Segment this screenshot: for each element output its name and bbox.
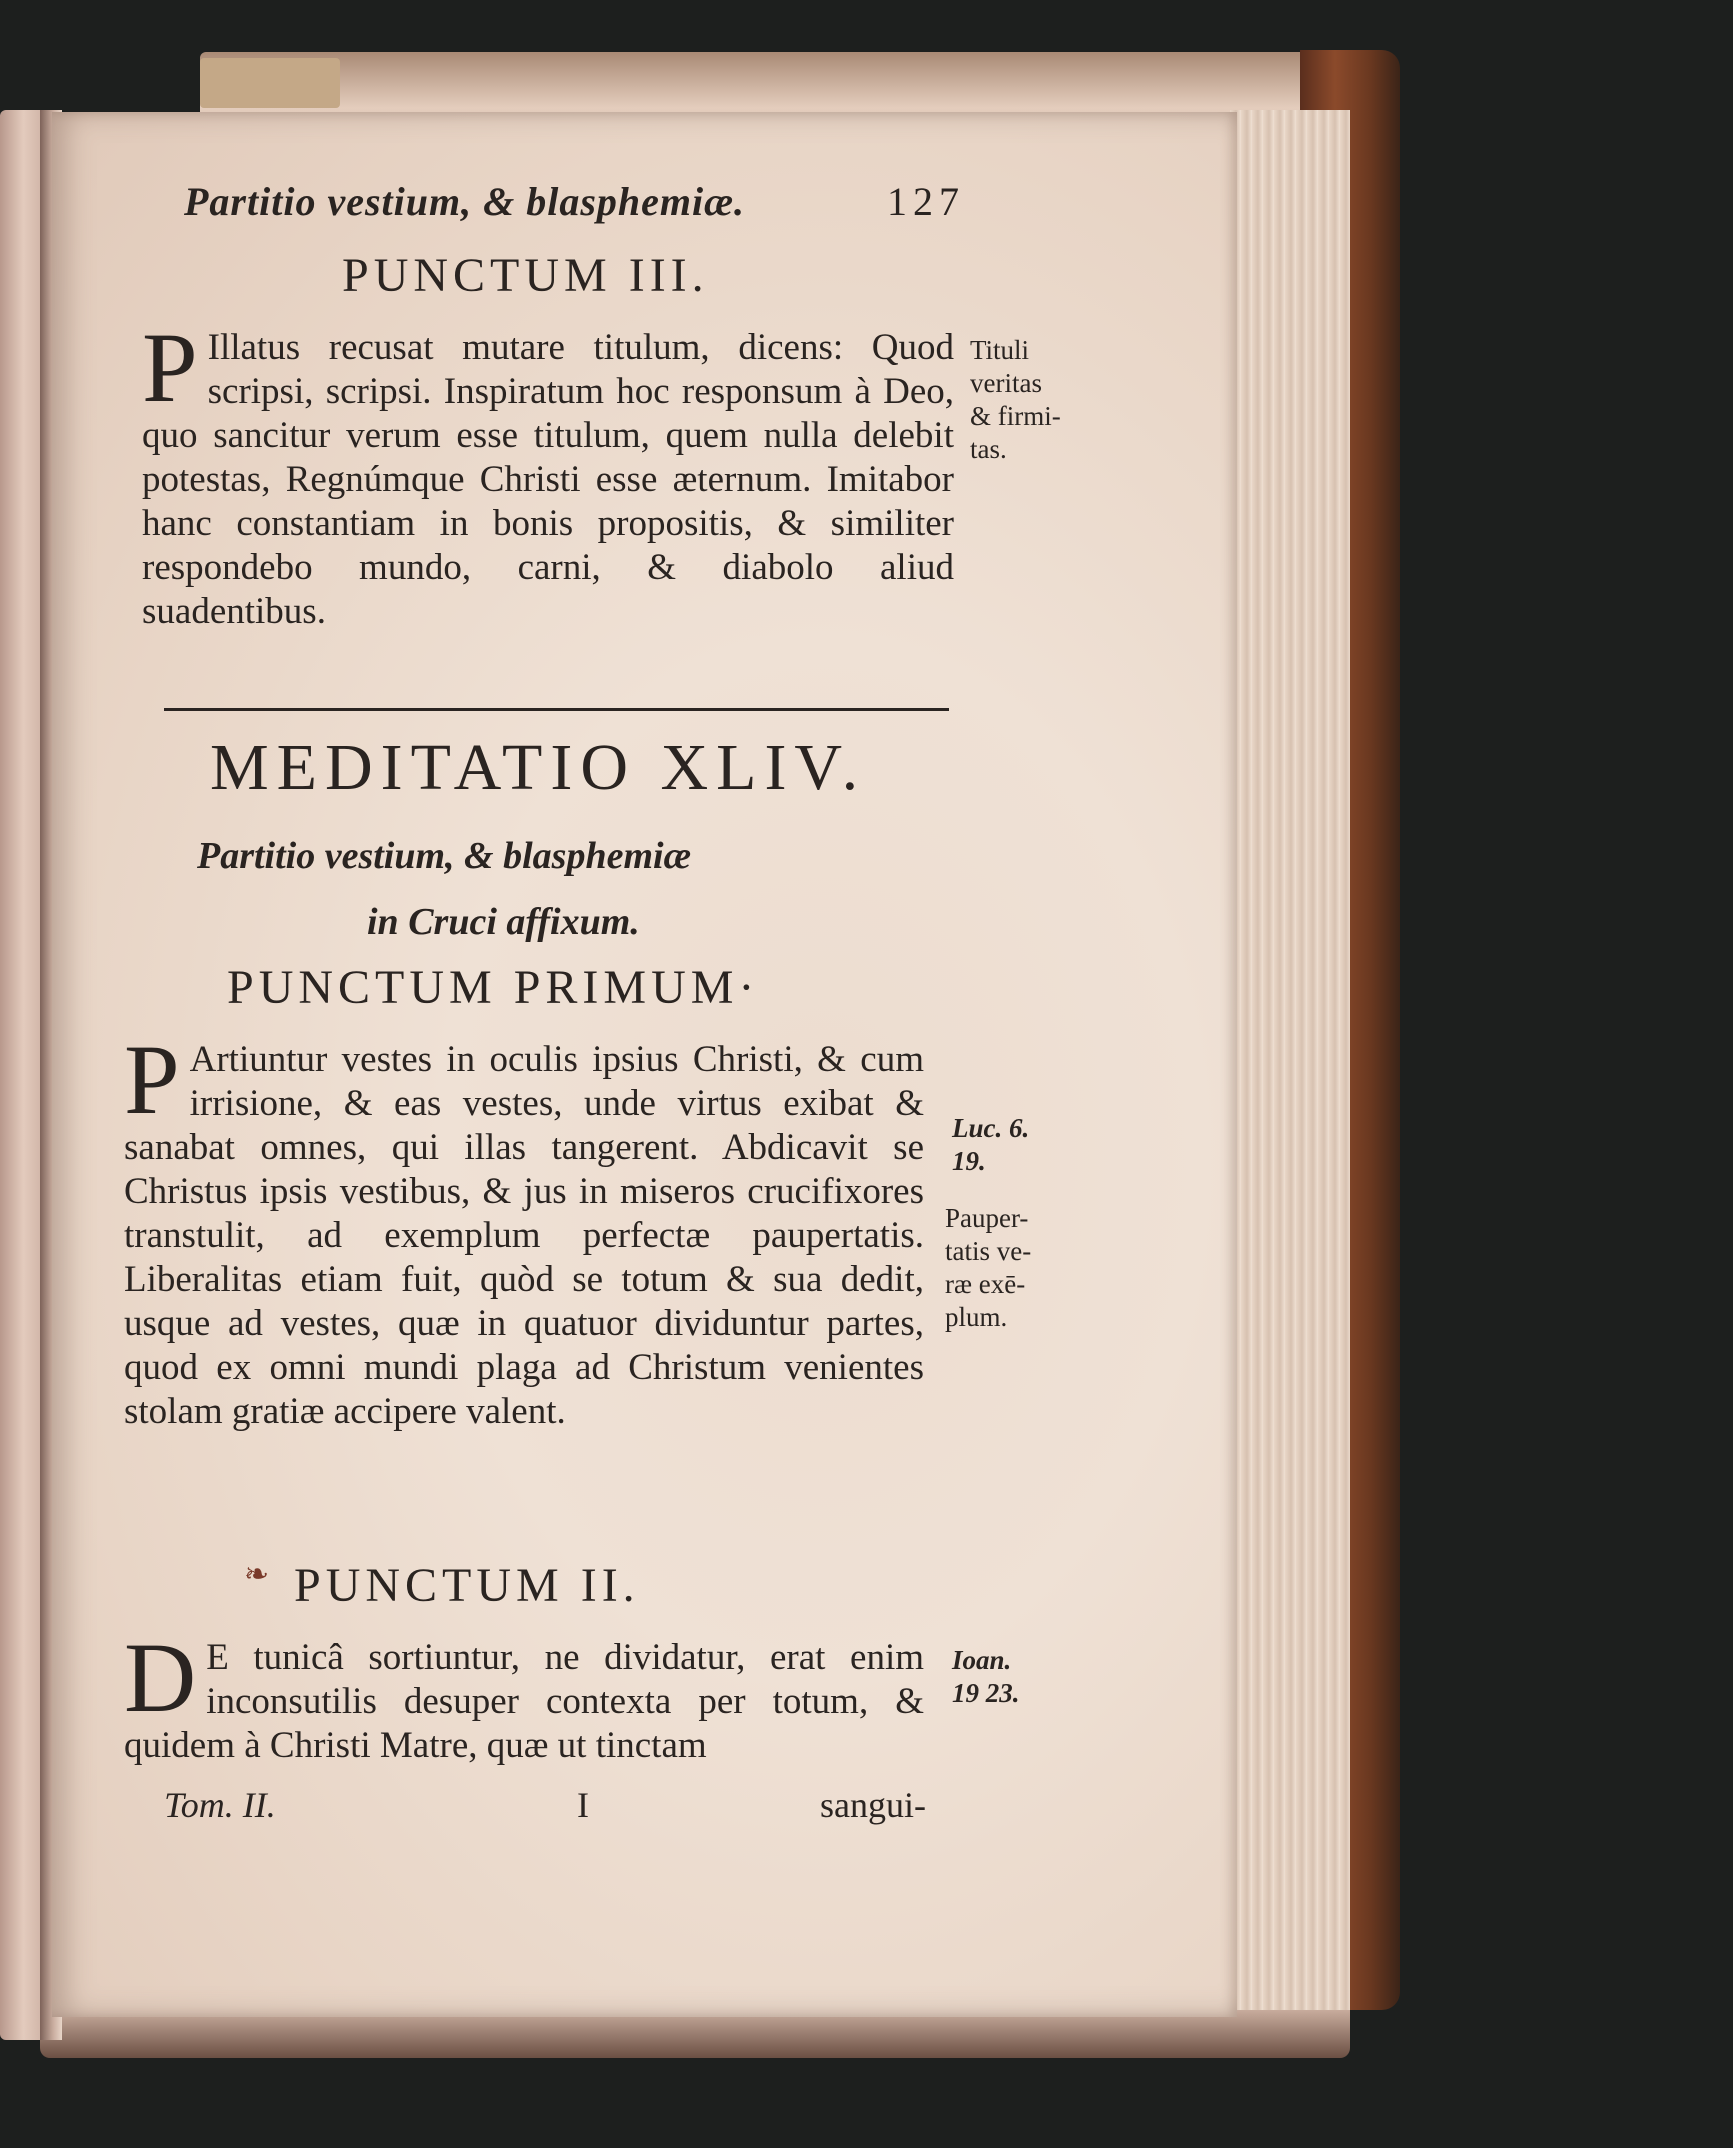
meditatio-title: MEDITATIO XLIV. bbox=[210, 731, 867, 804]
section-body bbox=[124, 1024, 924, 1434]
drop-cap: P bbox=[142, 312, 198, 423]
section-text: Artiuntur vestes in oculis ipsius Christi, & cum irrisione, & eas vestes, unde virtus exibat & sanabat omnes, qui illas tangerent. Abdicavit se Christus ipsis vestibus, & jus in miseros crucifixores transtulit, ad exemplum perfectæ paupertatis. Liberalitas etiam fuit, quòd se totum & sua dedit, usque ad vestes, quæ in quatuor dividuntur partes, quod ex omni mundi plaga ad Christum venientes stolam gratiæ accipere valent. bbox=[124, 1039, 924, 1432]
page-number: 127 bbox=[887, 179, 965, 224]
section-text: Illatus recusat mutare titulum, dicens: Quod scripsi, scripsi. Inspiratum hoc responsum à Deo, quo sancitur verum esse titulum, quem nulla delebit potestas, Regnúmque Christi esse æternum. Imitabor hanc constantiam in bonis propositis, & similiter respondebo mundo, carni, & diabolo aliud suadentibus. bbox=[142, 327, 954, 632]
section-heading: PUNCTUM III. bbox=[342, 249, 709, 302]
bottom-page-edges bbox=[40, 2010, 1350, 2058]
drop-cap: P bbox=[124, 1024, 180, 1135]
section-heading: PUNCTUM PRIMUM· bbox=[227, 961, 760, 1014]
meditatio-subtitle-1: Partitio vestium, & blasphemiæ bbox=[197, 835, 692, 877]
catchword: sangui- bbox=[820, 1785, 926, 1825]
running-head: Partitio vestium, & blasphemiæ. bbox=[184, 179, 746, 224]
marginal-reference: Luc. 6. 19. bbox=[952, 1113, 1030, 1176]
drop-cap: D bbox=[124, 1622, 197, 1733]
page-stack-edge bbox=[1230, 110, 1350, 2040]
section-body bbox=[124, 1622, 924, 1768]
marginal-reference: Ioan. 19 23. bbox=[952, 1645, 1020, 1708]
marginal-note: Tituli veritas & firmi- tas. bbox=[970, 335, 1061, 464]
ornament-mark: ❧ bbox=[244, 1558, 270, 1591]
book-page bbox=[52, 112, 1237, 2017]
section-text: E tunicâ sortiuntur, ne dividatur, erat enim inconsutilis desuper contexta per totum, & quidem à Christi Matre, quæ ut tinctam bbox=[124, 1637, 924, 1766]
marginal-note: Pauper- tatis ve- ræ exē- plum. bbox=[945, 1203, 1032, 1332]
top-tab bbox=[200, 58, 340, 108]
volume-mark: Tom. II. bbox=[164, 1785, 276, 1825]
divider-rule bbox=[164, 708, 949, 711]
meditatio-subtitle-2: in Cruci affixum. bbox=[367, 901, 640, 943]
signature-mark: I bbox=[577, 1785, 589, 1825]
section-heading: PUNCTUM II. bbox=[294, 1559, 640, 1612]
section-body bbox=[142, 312, 954, 634]
